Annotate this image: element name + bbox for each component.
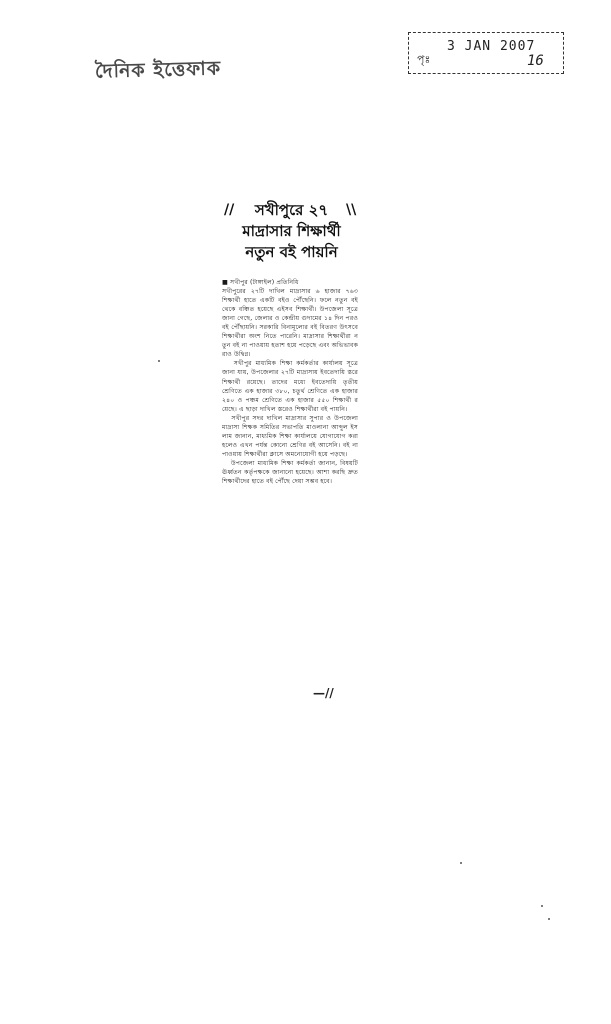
headline-line-2: মাদ্রাসার শিক্ষার্থী [242,222,341,240]
article-headline [218,200,365,263]
paper-speck [158,360,160,362]
paper-speck [541,905,543,907]
headline-line-3: নতুন বই পায়নি [245,243,338,261]
newspaper-masthead: দৈনিক ইত্তেফাক [94,57,222,83]
stamp-page-mark: পৃঃ [417,53,431,66]
article-end-mark: —// [313,686,334,700]
stamp-page-number: 16 [527,53,544,69]
date-stamp [408,32,564,74]
stamp-date: 3 JAN 2007 [447,39,536,54]
headline-line-1: সখীপুরে ২৭ [254,201,329,219]
slash-mark-left: // [224,202,235,218]
article-clipping [218,200,365,705]
slash-mark-right: \\ [346,202,357,218]
article-body: ■ সখীপুর (টাঙ্গাইল) প্রতিনিধি সখীপুরের ২৭টি দাখিল মাদ্রাসার ৬ হাজার ৭৬৩ শিক্ষার্থী হাতে একটি বইও পৌঁছেনি। ফলে নতুন বই থেকে বঞ্চিত হয়েছে এইসব শিক্ষার্থী। উপজেলা সূত্রে জানা গেছে, জেলার ও কেন্দ্রীয় গুদামের ১৪ দিন পরও বই পৌঁছায়নি। সরকারি বিনামূল্যের বই বিতরণ উৎসবে শিক্ষার্থীরা অংশ নিতে পারেনি। মাদ্রাসার শিক্ষার্থীরা নতুন বই না পাওয়ায় হতাশ হয়ে পড়েছে এবং অভিভাবকরাও উদ্বিগ্ন। সখীপুর মাধ্যমিক শিক্ষা কর্মকর্তার কার্যালয় সূত্রে জানা যায়, উপজেলার ২৭টি মাদ্রাসায় ইবতেদায়ি স্তরে শিক্ষার্থী রয়েছে। তাদের মধ্যে ইবতেদায়ি তৃতীয় শ্রেণিতে এক হাজার ৩৮০, চতুর্থ শ্রেণিতে এক হাজার ২৪০ ও পঞ্চম শ্রেণিতে এক হাজার ৫৫০ শিক্ষার্থী রয়েছে। এ ছাড়া দাখিল স্তরেও শিক্ষার্থীরা বই পায়নি। সখীপুর সদর দাখিল মাদ্রাসার সুপার ও উপজেলা মাদ্রাসা শিক্ষক সমিতির সভাপতি মাওলানা আব্দুল ইসলাম জানান, মাধ্যমিক শিক্ষা কার্যালয়ে যোগাযোগ করা হলেও এখন পর্যন্ত কোনো শ্রেণির বই আসেনি। বই না পাওয়ায় শিক্ষার্থীরা ক্লাসে অমনোযোগী হয়ে পড়ছে। উপজেলা মাধ্যমিক শিক্ষা কর্মকর্তা জানান, বিষয়টি ঊর্ধ্বতন কর্তৃপক্ষকে জানানো হয়েছে। আশা করছি দ্রুত শিক্ষার্থীদের হাতে বই পৌঁছে দেয়া সম্ভব হবে। [222,279,359,486]
paper-speck [460,862,462,864]
paper-speck [548,918,550,920]
